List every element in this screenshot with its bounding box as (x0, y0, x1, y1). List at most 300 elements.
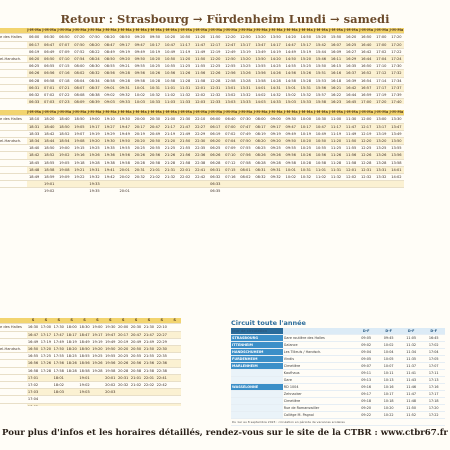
departure-time: 09:19 (268, 130, 283, 137)
departure-time: 20:32 (132, 174, 147, 181)
departure-time: 17:20 (389, 41, 404, 48)
circuit-time: 17:18 (422, 398, 445, 405)
departure-time (130, 403, 143, 406)
circuit-time: 09:02 (355, 342, 378, 349)
day-code-header: S (142, 318, 155, 324)
departure-time: 19:35 (87, 188, 102, 192)
departure-time: 18:48 (27, 166, 42, 173)
departure-time (130, 389, 143, 396)
departure-time: 14:56 (283, 70, 298, 77)
departure-time: 11:55 (344, 145, 359, 152)
departure-time: 12:26 (359, 152, 374, 159)
departure-time: 21:55 (178, 145, 193, 152)
departure-time: 08:09 (72, 99, 87, 104)
day-code-header: J-M-Ma (132, 110, 147, 114)
circuit-stop: Gare routière des Halles (283, 335, 355, 342)
departure-time: 16:15 (328, 63, 343, 70)
departure-time: 22:29 (193, 130, 208, 137)
departure-time (359, 188, 374, 192)
departure-time: 21:00 (162, 116, 177, 123)
timetable-row (0, 166, 404, 173)
timetable-row (0, 84, 404, 91)
departure-time: 13:02 (223, 92, 238, 99)
departure-time: 18:50 (57, 123, 72, 130)
circuit-row (231, 349, 445, 356)
departure-time: 11:47 (344, 123, 359, 130)
departure-time: 15:26 (298, 70, 313, 77)
departure-time: 22:41 (193, 166, 208, 173)
departure-time: 10:17 (298, 123, 313, 130)
departure-time: 18:33 (27, 130, 42, 137)
departure-time: 08:07 (72, 84, 87, 91)
day-code-header: J-M-Ma (57, 28, 72, 32)
departure-time: 19:55 (117, 145, 132, 152)
departure-time: 17:00 (374, 41, 389, 48)
circuit-stop: Cimetière (283, 398, 355, 405)
circuit-time: 11:50 (400, 405, 423, 412)
departure-time: 10:20 (147, 56, 162, 63)
departure-time: 14:28 (268, 77, 283, 84)
departure-time: 16:58 (27, 368, 39, 373)
departure-time: 15:42 (313, 41, 328, 48)
departure-time: 14:33 (268, 99, 283, 104)
departure-time (91, 389, 104, 396)
circuit-title: Circuit toute l'année (231, 319, 306, 327)
departure-time: 17:12 (374, 70, 389, 77)
departure-time: 12:20 (359, 138, 374, 145)
circuit-time: 10:04 (377, 349, 400, 356)
departure-time: 19:47 (117, 123, 132, 130)
departure-time: 06:56 (42, 70, 57, 77)
departure-time: 13:31 (238, 84, 253, 91)
departure-time: 17:50 (53, 347, 64, 352)
departure-time: 19:58 (117, 159, 132, 166)
departure-time: 12:58 (223, 77, 238, 84)
stop-name (0, 77, 27, 84)
departure-time: 16:56 (27, 361, 39, 366)
departure-time (238, 181, 253, 188)
departure-time: 20:25 (117, 354, 129, 359)
day-code-header: J-M-Ma (208, 28, 223, 32)
stop-name (0, 367, 27, 374)
departure-time: 16:57 (359, 84, 374, 91)
departure-time: 19:41 (102, 166, 117, 173)
departure-time: 18:40 (42, 123, 57, 130)
departure-time: 07:20 (72, 34, 87, 41)
departure-time: 22:01 (143, 375, 155, 380)
departure-time: 08:50 (102, 56, 117, 63)
departure-time: 08:50 (117, 34, 132, 41)
circuit-zone: MARLENHEIM (231, 363, 283, 370)
departure-time: 08:20 (87, 41, 102, 48)
departure-time (389, 181, 404, 188)
departure-time: 12:00 (359, 116, 374, 123)
departure-time: 17:30 (389, 63, 404, 70)
departure-time: 17:00 (359, 99, 374, 104)
departure-time: 06:20 (208, 138, 223, 145)
departure-time: 17:17 (374, 84, 389, 91)
departure-time: 06:30 (42, 34, 57, 41)
stop-name: e des Halles (0, 324, 27, 331)
departure-time (52, 403, 65, 406)
departure-time: 11:50 (193, 56, 208, 63)
departure-time (147, 188, 162, 192)
departure-time: 06:17 (27, 41, 42, 48)
departure-time: 13:56 (389, 152, 404, 159)
stop-name (0, 92, 27, 99)
circuit-header-cell: Jour de circulation (231, 328, 283, 335)
departure-time: 19:01 (79, 375, 90, 380)
departure-time: 08:58 (102, 77, 117, 84)
departure-time: 06:47 (42, 41, 57, 48)
departure-time: 08:32 (87, 70, 102, 77)
departure-time: 09:32 (268, 174, 283, 181)
departure-time: 11:58 (344, 159, 359, 166)
circuit-zone: HANDSCHUHEIM (231, 349, 283, 356)
circuit-time: 11:37 (400, 363, 423, 370)
timetable-row (0, 138, 404, 145)
departure-time: 06:25 (208, 145, 223, 152)
departure-time: 14:31 (268, 84, 283, 91)
departure-time (91, 403, 104, 406)
circuit-time: 17:16 (422, 384, 445, 391)
departure-time: 20:00 (117, 325, 129, 330)
departure-time: 06:26 (27, 70, 42, 77)
timetable (0, 318, 181, 406)
departure-time: 11:03 (162, 99, 177, 104)
circuit-time: 17:07 (422, 363, 445, 370)
timetable-row (0, 181, 404, 188)
departure-time: 13:26 (374, 152, 389, 159)
departure-time: 13:00 (374, 116, 389, 123)
circuit-stop: Collège M. Pagnol (283, 412, 355, 419)
departure-time: 16:16 (328, 70, 343, 77)
departure-time: 07:23 (57, 99, 72, 104)
departure-time: 19:25 (92, 354, 103, 359)
departure-time: 13:56 (253, 70, 268, 77)
departure-time: 07:50 (72, 41, 87, 48)
timetable-row (0, 130, 404, 137)
departure-time: 06:50 (42, 56, 57, 63)
departure-time: 16:55 (27, 354, 39, 359)
departure-time: 18:56 (79, 361, 90, 366)
circuit-stop: Cimetière (283, 363, 355, 370)
day-code-header: S (117, 318, 130, 324)
departure-time (223, 188, 238, 192)
departure-time: 19:10 (102, 116, 117, 123)
departure-time: 14:01 (253, 84, 268, 91)
departure-time (39, 403, 52, 406)
departure-time: 21:25 (162, 145, 177, 152)
departure-time: 20:17 (132, 123, 147, 130)
departure-time: 17:40 (389, 99, 404, 104)
departure-time: 18:10 (27, 116, 42, 123)
timetable-row (0, 396, 181, 403)
departure-time: 10:19 (147, 48, 162, 55)
departure-time: 15:20 (313, 34, 328, 41)
departure-time: 17:47 (53, 332, 64, 337)
departure-time (298, 188, 313, 192)
departure-time: 10:02 (283, 174, 298, 181)
timetable-row (0, 56, 404, 63)
day-code-header: J-M-Ma (102, 28, 117, 32)
departure-time: 19:50 (105, 347, 116, 352)
departure-time: 14:58 (283, 77, 298, 84)
circuit-row (231, 384, 445, 391)
departure-time: 17:25 (40, 354, 52, 359)
departure-time (27, 403, 40, 406)
circuit-zone (231, 377, 283, 384)
departure-time: 17:10 (374, 63, 389, 70)
departure-time: 19:42 (102, 174, 117, 181)
departure-time: 07:04 (223, 138, 238, 145)
departure-time: 15:46 (313, 56, 328, 63)
departure-time: 19:58 (105, 368, 116, 373)
departure-time: 06:40 (223, 116, 238, 123)
departure-time: 10:01 (132, 84, 147, 91)
departure-time: 06:00 (27, 34, 42, 41)
departure-time: 15:56 (313, 84, 328, 91)
departure-time: 20:50 (130, 347, 142, 352)
departure-time: 09:47 (132, 41, 147, 48)
departure-time (168, 382, 181, 389)
departure-time: 09:47 (283, 123, 298, 130)
departure-time: 12:02 (193, 92, 208, 99)
departure-time: 19:19 (92, 339, 103, 344)
circuit-stop: Rue de Romanswiller (283, 405, 355, 412)
departure-time: 18:34 (27, 138, 42, 145)
departure-time: 14:20 (268, 56, 283, 63)
departure-time: 18:30 (79, 325, 90, 330)
departure-time: 20:30 (147, 116, 162, 123)
departure-time: 21:58 (178, 159, 193, 166)
departure-time: 20:58 (130, 368, 142, 373)
circuit-time: 11:52 (400, 412, 423, 419)
timetable-row (0, 92, 404, 99)
departure-time: 07:03 (42, 99, 57, 104)
departure-time (65, 403, 78, 406)
departure-time: 06:35 (208, 188, 223, 192)
departure-time: 10:56 (313, 152, 328, 159)
departure-time: 17:26 (40, 361, 52, 366)
departure-time: 19:08 (72, 138, 87, 145)
departure-time: 10:55 (313, 145, 328, 152)
departure-time: 11:49 (193, 48, 208, 55)
departure-time: 10:31 (147, 84, 162, 91)
departure-time: 21:49 (178, 130, 193, 137)
departure-time: 22:10 (156, 325, 167, 330)
departure-time: 16:54 (359, 77, 374, 84)
day-code-header: S (155, 318, 168, 324)
departure-time: 13:32 (374, 174, 389, 181)
departure-time: 18:54 (57, 138, 72, 145)
day-code-header: J-M-Ma (344, 28, 359, 32)
departure-time (91, 374, 104, 381)
departure-time: 07:16 (223, 174, 238, 181)
departure-time: 21:28 (162, 159, 177, 166)
circuit-stop: Kaufhaus (283, 370, 355, 377)
departure-time: 14:49 (283, 48, 298, 55)
departure-time (155, 396, 168, 403)
circuit-time: 10:05 (377, 356, 400, 363)
departure-time: 12:26 (208, 70, 223, 77)
circuit-stop: Gare (283, 377, 355, 384)
circuit-zone (231, 391, 283, 398)
departure-time: 06:00 (208, 116, 223, 123)
departure-time (253, 188, 268, 192)
departure-time: 19:19 (87, 130, 102, 137)
departure-time (147, 181, 162, 188)
departure-time: 13:17 (374, 123, 389, 130)
departure-time: 06:20 (27, 56, 42, 63)
circuit-stop: RD 1004 (283, 384, 355, 391)
departure-time: 16:20 (344, 34, 359, 41)
departure-time (142, 396, 155, 403)
departure-time: 19:32 (87, 174, 102, 181)
departure-time (72, 181, 87, 188)
departure-time: 14:26 (268, 70, 283, 77)
departure-time: 09:02 (102, 92, 117, 99)
departure-time: 13:01 (223, 84, 238, 91)
circuit-zone (231, 405, 283, 412)
day-code-header: J-M-Ma (389, 110, 404, 114)
departure-time: 10:03 (132, 99, 147, 104)
day-code-header: J-M-Ma (298, 28, 313, 32)
departure-time: 12:31 (359, 166, 374, 173)
departure-time: 14:03 (253, 99, 268, 104)
departure-time: 13:50 (268, 34, 283, 41)
departure-time: 19:27 (102, 123, 117, 130)
departure-time: 15:01 (283, 84, 298, 91)
departure-time: 15:19 (298, 48, 313, 55)
circuit-time: 11:47 (400, 391, 423, 398)
departure-time: 16:37 (344, 70, 359, 77)
circuit-time: 17:04 (422, 349, 445, 356)
departure-time: 12:19 (359, 130, 374, 137)
departure-time: 16:59 (359, 92, 374, 99)
departure-time (168, 389, 181, 396)
day-code-header: J-M-Ma (283, 110, 298, 114)
timetable-row (0, 382, 181, 389)
timetable-header-row (0, 28, 404, 34)
departure-time (78, 403, 91, 406)
day-code-header: J-M-Ma (87, 110, 102, 114)
departure-time: 20:30 (130, 325, 142, 330)
departure-time (39, 396, 52, 403)
departure-time: 08:00 (253, 116, 268, 123)
circuit-time: 09:11 (355, 370, 378, 377)
day-code-header: J-M-Ma (42, 110, 57, 114)
day-code-header: J-M-Ma (344, 110, 359, 114)
departure-time: 16:44 (344, 92, 359, 99)
departure-time: 19:05 (57, 159, 72, 166)
circuit-zone: WASSELONNE (231, 384, 283, 391)
circuit-time: 09:17 (355, 391, 378, 398)
departure-time: 18:49 (27, 174, 42, 181)
departure-time (168, 346, 181, 353)
departure-time: 19:02 (79, 383, 90, 388)
departure-time: 11:01 (162, 84, 177, 91)
circuit-time: 09:16 (355, 384, 378, 391)
departure-time: 18:20 (66, 347, 77, 352)
departure-time: 17:03 (27, 390, 39, 395)
timetable-row (0, 353, 181, 360)
departure-time: 19:38 (102, 159, 117, 166)
circuit-stop: Vindis (283, 356, 355, 363)
day-code-header: J-M-Ma (27, 28, 42, 32)
departure-time: 17:02 (374, 48, 389, 55)
departure-time: 19:08 (57, 166, 72, 173)
departure-time (72, 188, 87, 192)
stop-name (0, 188, 27, 192)
departure-time: 07:09 (223, 145, 238, 152)
departure-time: 18:50 (42, 145, 57, 152)
departure-time: 13:50 (389, 138, 404, 145)
circuit-time: 11:35 (400, 356, 423, 363)
departure-time: 18:40 (57, 116, 72, 123)
departure-time: 15:03 (283, 99, 298, 104)
departure-time: 11:30 (344, 116, 359, 123)
departure-time: 06:31 (27, 84, 42, 91)
departure-time: 21:32 (162, 174, 177, 181)
departure-time: 10:25 (298, 145, 313, 152)
timetable-row (0, 389, 181, 396)
departure-time: 14:20 (283, 34, 298, 41)
departure-time: 10:26 (147, 70, 162, 77)
departure-time (162, 188, 177, 192)
circuit-time: 09:45 (377, 335, 400, 342)
departure-time (268, 188, 283, 192)
departure-time: 16:47 (27, 332, 39, 337)
circuit-time: 16:45 (422, 335, 445, 342)
departure-time: 14:32 (268, 92, 283, 99)
day-code-header: J-M-Ma (147, 110, 162, 114)
departure-time: 07:09 (57, 48, 72, 55)
departure-time: 19:18 (72, 159, 87, 166)
day-code-header: J-M-Ma (268, 110, 283, 114)
circuit-time: 09:22 (355, 412, 378, 419)
day-code-header: J-M-Ma (298, 110, 313, 114)
departure-time: 11:56 (344, 152, 359, 159)
departure-time: 09:01 (102, 84, 117, 91)
departure-time: 10:58 (313, 159, 328, 166)
timetable-row (0, 70, 404, 77)
departure-time: 10:20 (298, 138, 313, 145)
departure-time: 19:17 (92, 332, 103, 337)
timetable-row (0, 188, 404, 192)
departure-time: 16:35 (344, 63, 359, 70)
departure-time (344, 188, 359, 192)
circuit-stop: Les Tilleuls / Handsch. (283, 349, 355, 356)
day-code-header: J-M-Ma (374, 110, 389, 114)
departure-time: 07:16 (57, 70, 72, 77)
stop-name (0, 181, 27, 188)
day-code-header: J-M-Ma (193, 110, 208, 114)
departure-time: 12:02 (344, 174, 359, 181)
departure-time: 18:42 (27, 152, 42, 159)
departure-time: 15:50 (313, 63, 328, 70)
departure-time: 16:39 (344, 77, 359, 84)
departure-time: 16:18 (328, 77, 343, 84)
circuit-zone (231, 412, 283, 419)
departure-time (313, 181, 328, 188)
departure-time: 11:25 (328, 145, 343, 152)
departure-time: 10:30 (313, 116, 328, 123)
departure-time: 20:20 (117, 347, 129, 352)
stop-name (0, 130, 27, 137)
footer-info: Pour plus d'infos et les horaires détaillés, rendez-vous sur le site de la CTBR : www.ctbr67.fr (2, 428, 448, 438)
departure-time: 09:30 (283, 116, 298, 123)
